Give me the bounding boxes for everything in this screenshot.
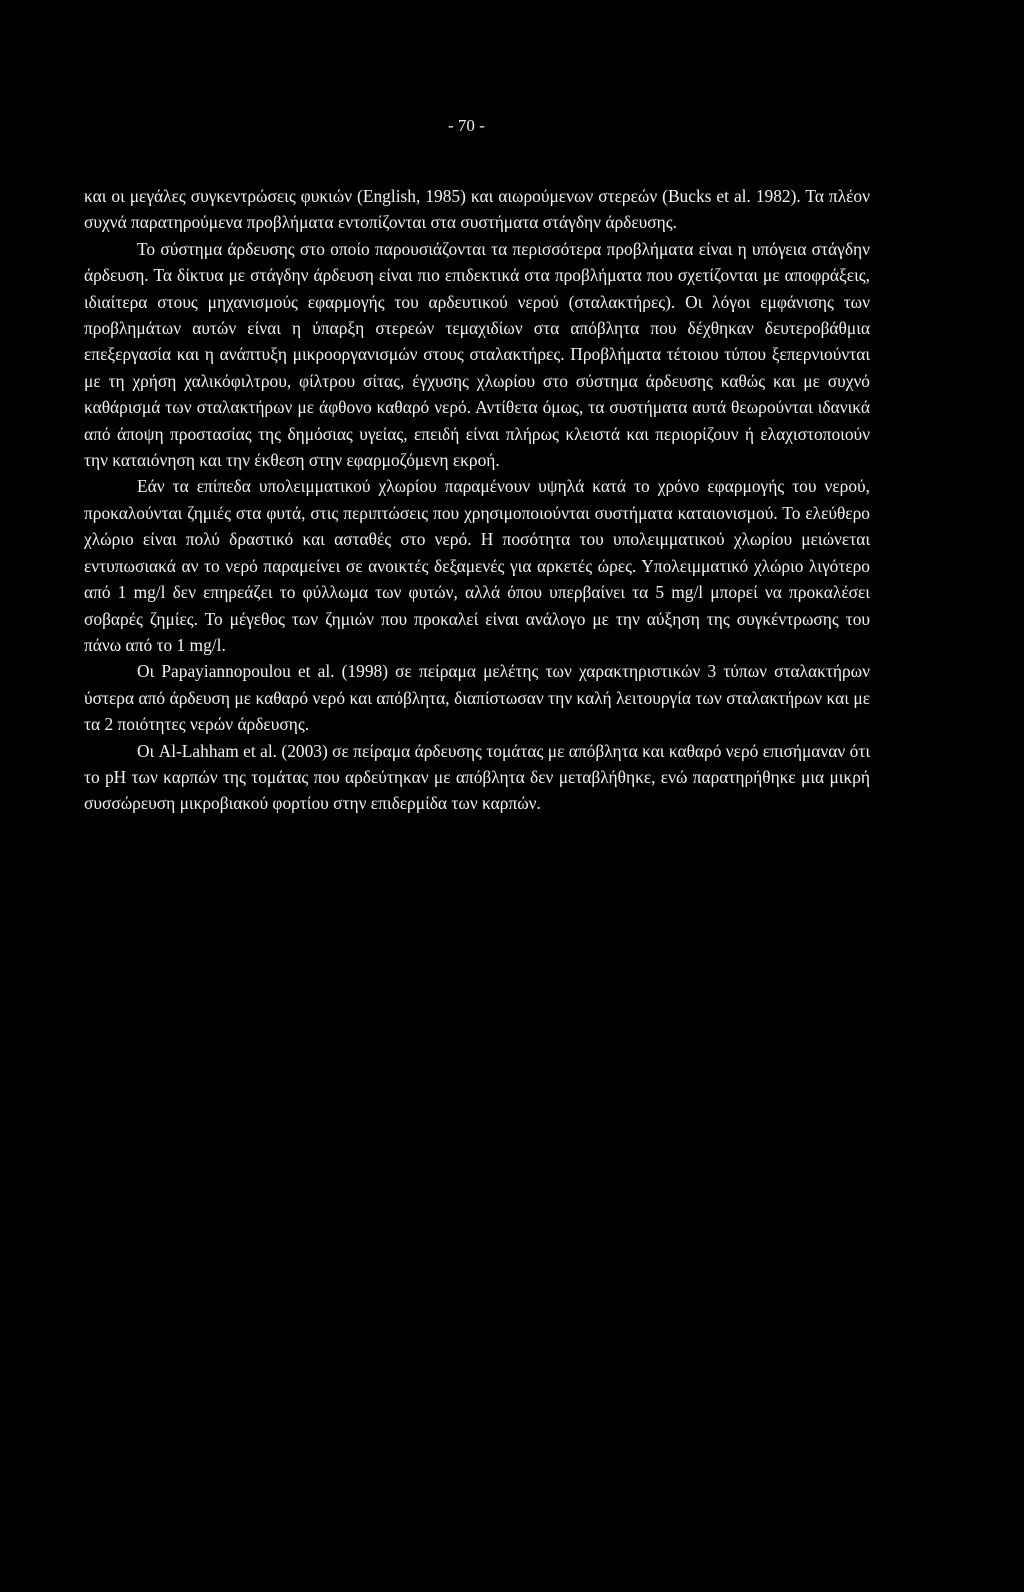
paragraph: Οι Al-Lahham et al. (2003) σε πείραμα άρδευσης τομάτας με απόβλητα και καθαρό νερό επισήμαναν ότι το pH των καρπών της τομάτας που αρδεύτηκαν με απόβλητα δεν μεταβλήθηκε, ενώ παρατηρήθηκε μια μικρή συσσώρευση μικροβιακού φορτίου στην επιδερμίδα των καρπών.: [84, 740, 870, 814]
paragraph: Εάν τα επίπεδα υπολειμματικού χλωρίου παραμένουν υψηλά κατά το χρόνο εφαρμογής του νερού, προκαλούνται ζημιές στα φυτά, στις περιπτώσεις που χρησιμοποιούνται συστήματα καταιονισμού. Το ελεύθερο χλώριο είναι πολύ δραστικό και ασταθές στο νερό. Η ποσότητα του υπολειμματικού χλωρίου μειώνεται εντυπωσιακά αν το νερό παραμείνει σε ανοικτές δεξαμενές για αρκετές ώρες. Υπολειμματικό χλώριο λιγότερο από 1 mg/l δεν επηρεάζει το φύλλωμα των φυτών, αλλά όπου υπερβαίνει τα 5 mg/l μπορεί να προκαλέσει σοβαρές ζημίες. Το μέγεθος των ζημιών που προκαλεί είναι ανάλογο με την αύξηση της συγκέντρωσης του πάνω από το 1 mg/l.: [84, 476, 870, 655]
paragraph: Οι Papayiannopoulou et al. (1998) σε πείραμα μελέτης των χαρακτηριστικών 3 τύπων σταλακτήρων ύστερα από άρδευση με καθαρό νερό και απόβλητα, διαπίστωσαν την καλή λειτουργία των σταλακτήρων και με τα 2 ποιότητες νερών άρδευσης.: [84, 661, 870, 735]
paragraph: Το σύστημα άρδευσης στο οποίο παρουσιάζονται τα περισσότερα προβλήματα είναι η υπόγεια στάγδην άρδευση. Τα δίκτυα με στάγδην άρδευση είναι πιο επιδεκτικά στα προβλήματα που σχετίζονται με αποφράξεις, ιδιαίτερα στους μηχανισμούς εφαρμογής του αρδευτικού νερού (σταλακτήρες). Οι λόγοι εμφάνισης των προβλημάτων αυτών είναι η ύπαρξη στερεών τεμαχιδίων στα απόβλητα που δέχθηκαν δευτεροβάθμια επεξεργασία και η ανάπτυξη μικροοργανισμών στους σταλακτήρες. Προβλήματα τέτοιου τύπου ξεπερνιούνται με τη χρήση χαλικόφιλτρου, φίλτρου σίτας, έγχυσης χλωρίου στο σύστημα άρδευσης καθώς και με συχνό καθάρισμά των σταλακτήρων με άφθονο καθαρό νερό. Αντίθετα όμως, τα συστήματα αυτά θεωρούνται ιδανικά από άποψη προστασίας της δημόσιας υγείας, επειδή είναι πλήρως κλειστά και περιορίζουν ή ελαχιστοποιούν την καταιόνηση και την έκθεση στην εφαρμοζόμενη εκροή.: [84, 238, 870, 471]
document-body: [84, 183, 870, 817]
page-number: - 70 -: [448, 116, 485, 135]
paragraph: και οι μεγάλες συγκεντρώσεις φυκιών (English, 1985) και αιωρούμενων στερεών (Bucks et al. 1982). Τα πλέον συχνά παρατηρούμενα προβλήματα εντοπίζονται στα συστήματα στάγδην άρδευσης.: [84, 186, 870, 233]
